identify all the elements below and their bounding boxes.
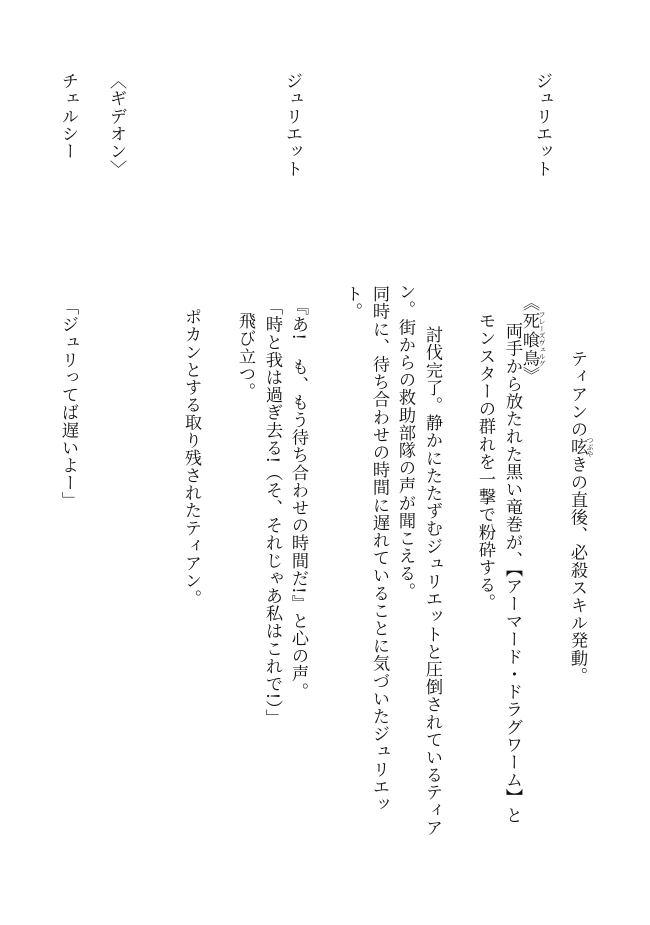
text-column-11 xyxy=(236,312,253,400)
text-line: ポカンとする取り残されたティアン。 xyxy=(181,308,201,608)
text-line: 同時に、待ち合わせの時間に遅れていることに気づいたジュリエッ xyxy=(369,285,389,813)
ruby-base: 呟 xyxy=(567,436,587,458)
text-fragment: 》 xyxy=(519,366,539,385)
text-line: 「時と我は過ぎ去る!（そ、それじゃあ私はこれで!）」 xyxy=(262,298,282,727)
text-column-4 xyxy=(476,312,493,611)
text-column-10 xyxy=(263,298,280,726)
ruby-reading: つぶや xyxy=(586,436,594,458)
text-column-2 xyxy=(520,294,546,384)
text-column-6 xyxy=(396,283,413,600)
speaker-gideon xyxy=(107,72,124,178)
speaker-label: チェルシー xyxy=(58,72,78,160)
text-column-1 xyxy=(568,350,594,684)
ruby-reading: フレーズヴェルグ xyxy=(538,311,546,368)
text-column-3 xyxy=(503,322,520,824)
speaker-label: ジュリエット xyxy=(282,72,302,178)
text-fragment: きの直後、必殺スキル発動。 xyxy=(567,455,587,685)
speaker-juliet-2 xyxy=(283,72,300,178)
text-column-13 xyxy=(59,298,76,509)
text-column-5 xyxy=(423,326,440,836)
text-fragment: 《 xyxy=(519,294,539,312)
ruby-word xyxy=(519,311,546,368)
text-column-9 xyxy=(289,298,306,700)
text-line: ン。街からの救助部隊の声が聞こえる。 xyxy=(395,283,415,600)
text-line: モンスターの群れを一撃で粉砕する。 xyxy=(475,312,495,612)
ruby-base: 死喰鳥 xyxy=(519,311,539,368)
text-column-7 xyxy=(370,285,387,813)
text-fragment: ティアンの xyxy=(567,350,587,438)
text-column-12 xyxy=(182,308,199,607)
text-column-8 xyxy=(343,285,360,320)
text-line: 『あ! も、もう待ち合わせの時間だ!』と心の声。 xyxy=(288,298,308,700)
text-line: 「ジュリってば遅いよー」 xyxy=(58,298,78,510)
speaker-juliet-1 xyxy=(533,72,550,178)
speaker-label: 〈ギデオン〉 xyxy=(106,72,126,178)
text-line: 討伐完了。静かにたたずむジュリエットと圧倒されているティア xyxy=(422,326,442,837)
text-line: ト。 xyxy=(342,285,362,321)
text-line: 両手から放たれた黒い竜巻が、【アーマード・ドラグワーム】と xyxy=(502,322,522,824)
speaker-label: ジュリエット xyxy=(532,72,552,178)
speaker-chelsea xyxy=(59,72,76,160)
ruby-word xyxy=(567,436,594,458)
text-line: 飛び立つ。 xyxy=(235,312,255,400)
